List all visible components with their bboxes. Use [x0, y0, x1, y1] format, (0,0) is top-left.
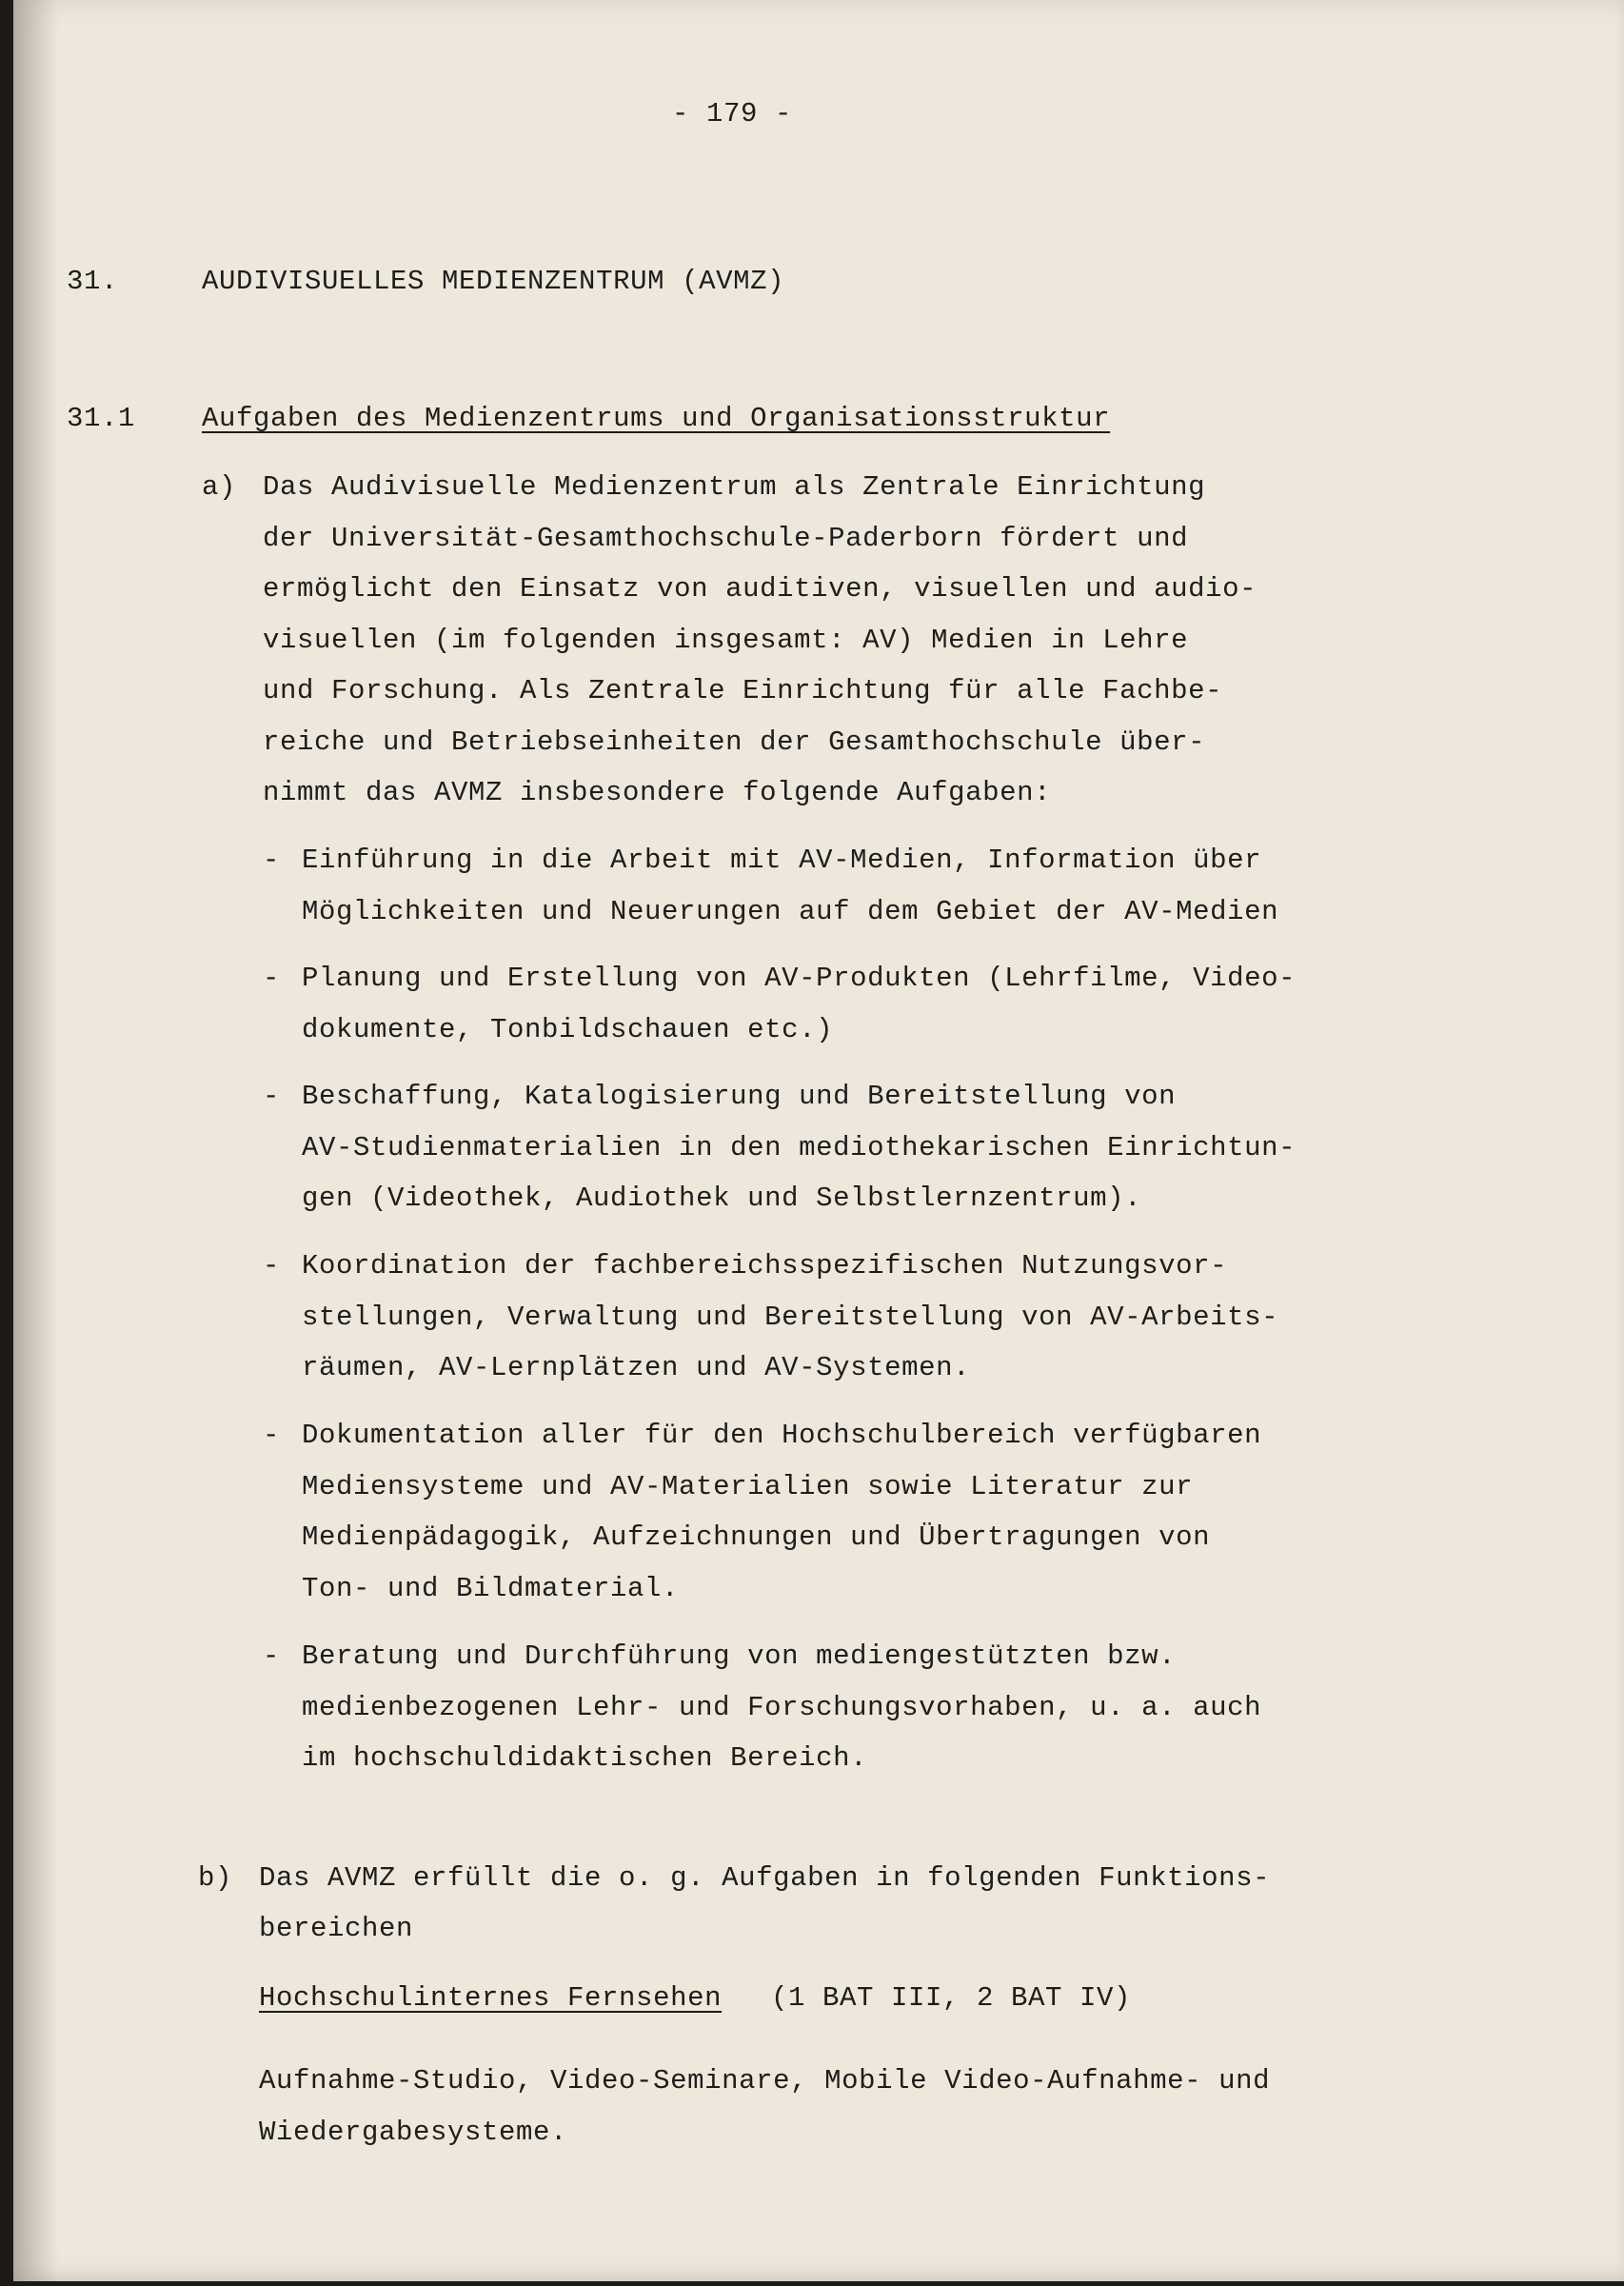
para-a-line: Das Audivisuelle Medienzentrum als Zentrale Einrichtung: [263, 471, 1206, 503]
task-line: Beratung und Durchführung von mediengestützten bzw.: [302, 1640, 1177, 1672]
task-line: medienbezogenen Lehr- und Forschungsvorhaben, u. a. auch: [302, 1692, 1262, 1723]
task-line: Medienpädagogik, Aufzeichnungen und Übertragungen von: [302, 1521, 1211, 1553]
fernsehen-line: Aufnahme-Studio, Video-Seminare, Mobile Video-Aufnahme- und: [259, 2065, 1271, 2097]
task-bullet: -: [263, 963, 281, 994]
page-number: - 179 -: [672, 98, 793, 129]
para-a-line: ermöglicht den Einsatz von auditiven, visuellen und audio-: [263, 573, 1258, 605]
task-line: Ton- und Bildmaterial.: [302, 1573, 680, 1604]
para-b-label: b): [198, 1862, 233, 1894]
subsection-number: 31.1: [67, 403, 136, 434]
task-line: Dokumentation aller für den Hochschulbereich verfügbaren: [302, 1420, 1262, 1451]
para-a-line: und Forschung. Als Zentrale Einrichtung für alle Fachbe-: [263, 675, 1223, 706]
para-b-line: Das AVMZ erfüllt die o. g. Aufgaben in folgenden Funktions-: [259, 1862, 1271, 1894]
para-a-line: nimmt das AVMZ insbesondere folgende Aufgaben:: [263, 777, 1052, 808]
task-line: stellungen, Verwaltung und Bereitstellung von AV-Arbeits-: [302, 1302, 1279, 1333]
task-line: gen (Videothek, Audiothek und Selbstlernzentrum).: [302, 1183, 1142, 1214]
task-bullet: -: [263, 1640, 281, 1672]
para-a-line: der Universität-Gesamthochschule-Paderborn fördert und: [263, 523, 1189, 554]
task-line: AV-Studienmaterialien in den mediothekarischen Einrichtun-: [302, 1132, 1297, 1163]
fernsehen-heading: Hochschulinternes Fernsehen: [259, 1982, 723, 2014]
task-bullet: -: [263, 1081, 281, 1112]
task-bullet: -: [263, 1420, 281, 1451]
binding-shadow: [13, 0, 59, 2281]
task-line: im hochschuldidaktischen Bereich.: [302, 1742, 868, 1774]
para-a-line: visuellen (im folgenden insgesamt: AV) Medien in Lehre: [263, 625, 1189, 656]
fernsehen-staff: (1 BAT III, 2 BAT IV): [771, 1982, 1132, 2014]
para-a-label: a): [202, 471, 237, 503]
subsection-title: Aufgaben des Medienzentrums und Organisationsstruktur: [202, 403, 1111, 434]
para-b-line: bereichen: [259, 1913, 414, 1944]
task-line: Mediensysteme und AV-Materialien sowie Literatur zur: [302, 1471, 1194, 1502]
fernsehen-line: Wiedergabesysteme.: [259, 2117, 568, 2148]
section-title: AUDIVISUELLES MEDIENZENTRUM (AVMZ): [202, 266, 785, 297]
task-line: Möglichkeiten und Neuerungen auf dem Gebiet der AV-Medien: [302, 896, 1279, 927]
task-line: Koordination der fachbereichsspezifischen Nutzungsvor-: [302, 1250, 1228, 1282]
task-bullet: -: [263, 845, 281, 876]
task-line: Planung und Erstellung von AV-Produkten (Lehrfilme, Video-: [302, 963, 1297, 994]
task-bullet: -: [263, 1250, 281, 1282]
task-line: dokumente, Tonbildschauen etc.): [302, 1014, 834, 1045]
task-line: Einführung in die Arbeit mit AV-Medien, Information über: [302, 845, 1262, 876]
section-number: 31.: [67, 266, 119, 297]
task-line: räumen, AV-Lernplätzen und AV-Systemen.: [302, 1352, 971, 1383]
para-a-line: reiche und Betriebseinheiten der Gesamthochschule über-: [263, 726, 1206, 758]
task-line: Beschaffung, Katalogisierung und Bereitstellung von: [302, 1081, 1177, 1112]
